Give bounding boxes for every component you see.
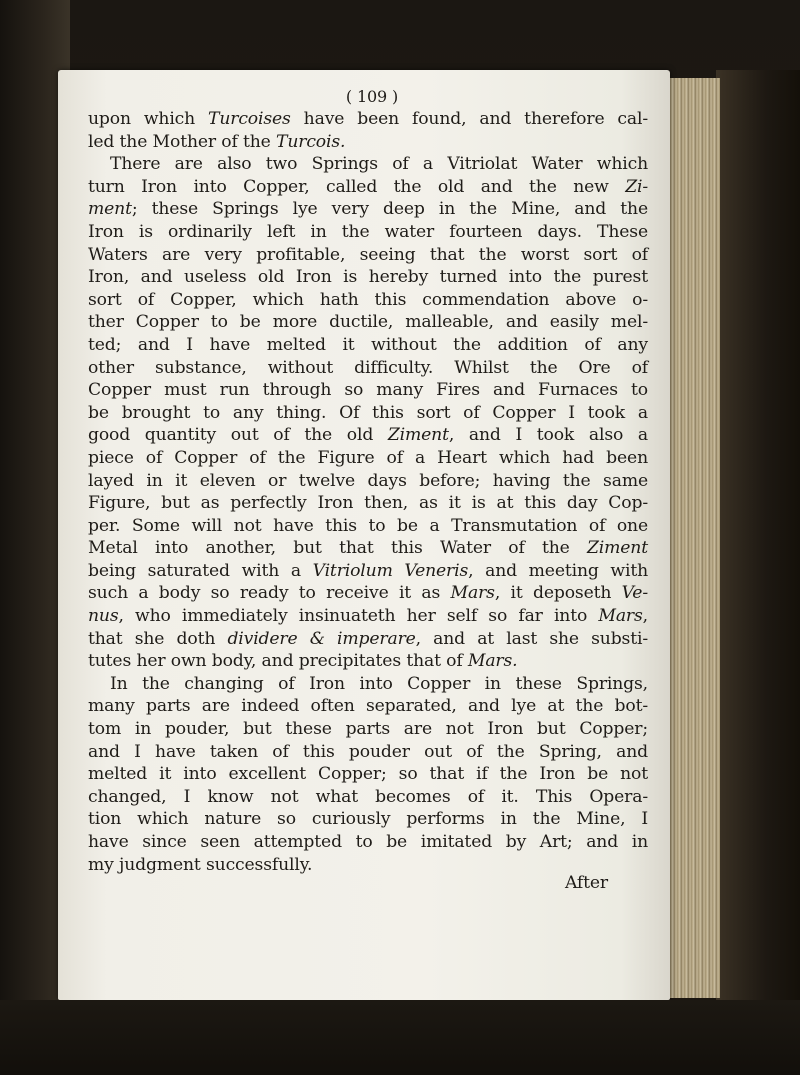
italic-text: ment bbox=[88, 199, 132, 220]
text-segment: ted; and I have melted it without the addition of any bbox=[88, 334, 648, 355]
text-segment: led the Mother of the bbox=[88, 131, 277, 152]
text-line bbox=[88, 786, 648, 809]
text-line bbox=[88, 515, 648, 538]
text-segment: tutes her own body, and precipitates that of bbox=[88, 651, 468, 672]
text-segment: have been found, and therefore cal- bbox=[290, 109, 648, 129]
text-lines bbox=[88, 108, 648, 876]
text-line bbox=[88, 334, 648, 357]
text-line bbox=[88, 131, 648, 154]
text-line bbox=[88, 289, 648, 312]
page-text bbox=[88, 86, 648, 895]
text-segment: , and at last she substi- bbox=[415, 628, 648, 649]
text-line bbox=[88, 808, 648, 831]
text-line bbox=[88, 763, 648, 786]
page-edge-shadow bbox=[716, 70, 800, 1010]
catchword: After bbox=[564, 873, 608, 894]
italic-text: Ziment bbox=[587, 538, 648, 559]
text-segment: have since seen attempted to be imitated by Art; and in bbox=[88, 832, 648, 852]
text-segment: my judgment successfully. bbox=[88, 854, 313, 875]
text-line bbox=[88, 311, 648, 334]
text-line bbox=[88, 537, 648, 560]
italic-text: Zi- bbox=[625, 176, 648, 197]
text-segment: being saturated with a bbox=[88, 560, 313, 581]
text-segment: ; these Springs lye very deep in the Mine, and the bbox=[131, 199, 648, 220]
text-segment: In the changing of Iron into Copper in these Springs, bbox=[110, 673, 648, 694]
italic-text: Turcois. bbox=[276, 131, 346, 152]
text-line bbox=[88, 447, 648, 470]
italic-text: Ziment bbox=[387, 425, 449, 446]
text-line bbox=[88, 402, 648, 425]
italic-text: dividere & imperare bbox=[227, 628, 416, 649]
italic-text: Ve- bbox=[621, 583, 648, 604]
text-segment: Iron is ordinarily left in the water fourteen days. These bbox=[88, 221, 648, 242]
text-segment: , and I took also a bbox=[448, 425, 649, 446]
text-line bbox=[88, 198, 648, 221]
page-edges bbox=[664, 78, 720, 998]
text-line bbox=[88, 718, 648, 741]
text-segment: Metal into another, but that this Water of the bbox=[88, 538, 587, 559]
text-line bbox=[88, 628, 648, 651]
text-segment: sort of Copper, which hath this commendation above o- bbox=[88, 289, 648, 310]
text-segment: , it deposeth bbox=[494, 583, 622, 604]
text-line bbox=[88, 560, 648, 583]
text-segment: such a body so ready to receive it as bbox=[88, 583, 451, 604]
text-line bbox=[88, 831, 648, 854]
page-number: ( 109 ) bbox=[345, 87, 399, 106]
text-line bbox=[88, 582, 648, 605]
text-line bbox=[88, 741, 648, 764]
text-segment: , bbox=[642, 606, 648, 627]
text-line bbox=[88, 244, 648, 267]
italic-text: Vitriolum Veneris bbox=[312, 560, 469, 581]
text-segment: Iron, and useless old Iron is hereby turned into the purest bbox=[88, 267, 648, 288]
italic-text: Mars. bbox=[467, 651, 518, 672]
text-segment: changed, I know not what becomes of it. This Opera- bbox=[88, 786, 648, 807]
text-line bbox=[88, 176, 648, 199]
text-line bbox=[88, 379, 648, 402]
text-line bbox=[88, 357, 648, 380]
text-segment: layed in it eleven or twelve days before; having the same bbox=[88, 470, 648, 491]
text-segment: , who immediately insinuateth her self so far into bbox=[118, 606, 599, 627]
text-segment: good quantity out of the old bbox=[88, 425, 388, 446]
text-line bbox=[88, 153, 648, 176]
text-segment: that she doth bbox=[88, 628, 228, 649]
text-line bbox=[88, 605, 648, 628]
text-segment: and I have taken of this pouder out of the Spring, and bbox=[88, 741, 648, 762]
text-segment: ther Copper to be more ductile, malleable, and easily mel- bbox=[88, 312, 648, 333]
text-segment: tion which nature so curiously performs in the Mine, I bbox=[88, 809, 648, 830]
italic-text: Mars bbox=[598, 606, 643, 627]
text-line bbox=[88, 673, 648, 696]
text-line bbox=[88, 470, 648, 493]
bottom-shadow bbox=[0, 1000, 800, 1075]
text-line bbox=[88, 266, 648, 289]
italic-text: Mars bbox=[450, 583, 495, 604]
text-segment: Figure, but as perfectly Iron then, as it is at this day Cop- bbox=[88, 493, 648, 514]
text-segment: turn Iron into Copper, called the old and the new bbox=[88, 176, 626, 197]
italic-text: nus bbox=[88, 606, 119, 627]
text-segment: be brought to any thing. Of this sort of Copper I took a bbox=[88, 402, 648, 423]
text-segment: , and meeting with bbox=[468, 560, 648, 581]
text-segment: many parts are indeed often separated, and lye at the bot- bbox=[88, 696, 648, 717]
text-segment: Waters are very profitable, seeing that the worst sort of bbox=[88, 244, 648, 265]
text-line bbox=[88, 695, 648, 718]
text-line bbox=[88, 221, 648, 244]
text-segment: Copper must run through so many Fires and Furnaces to bbox=[88, 380, 648, 401]
italic-text: Turcoises bbox=[208, 109, 291, 129]
text-segment: tom in pouder, but these parts are not Iron but Copper; bbox=[88, 719, 648, 740]
text-segment: per. Some will not have this to be a Transmutation of one bbox=[88, 515, 648, 536]
text-line bbox=[88, 424, 648, 447]
text-segment: melted it into excellent Copper; so that if the Iron be not bbox=[88, 764, 648, 785]
text-segment: There are also two Springs of a Vitriolat Water which bbox=[110, 154, 648, 175]
text-segment: other substance, without difficulty. Whilst the Ore of bbox=[88, 357, 648, 378]
text-line bbox=[88, 108, 648, 131]
text-line bbox=[88, 650, 648, 673]
text-segment: upon which bbox=[88, 109, 209, 129]
text-line bbox=[88, 492, 648, 515]
text-segment: piece of Copper of the Figure of a Heart which had been bbox=[88, 447, 648, 468]
